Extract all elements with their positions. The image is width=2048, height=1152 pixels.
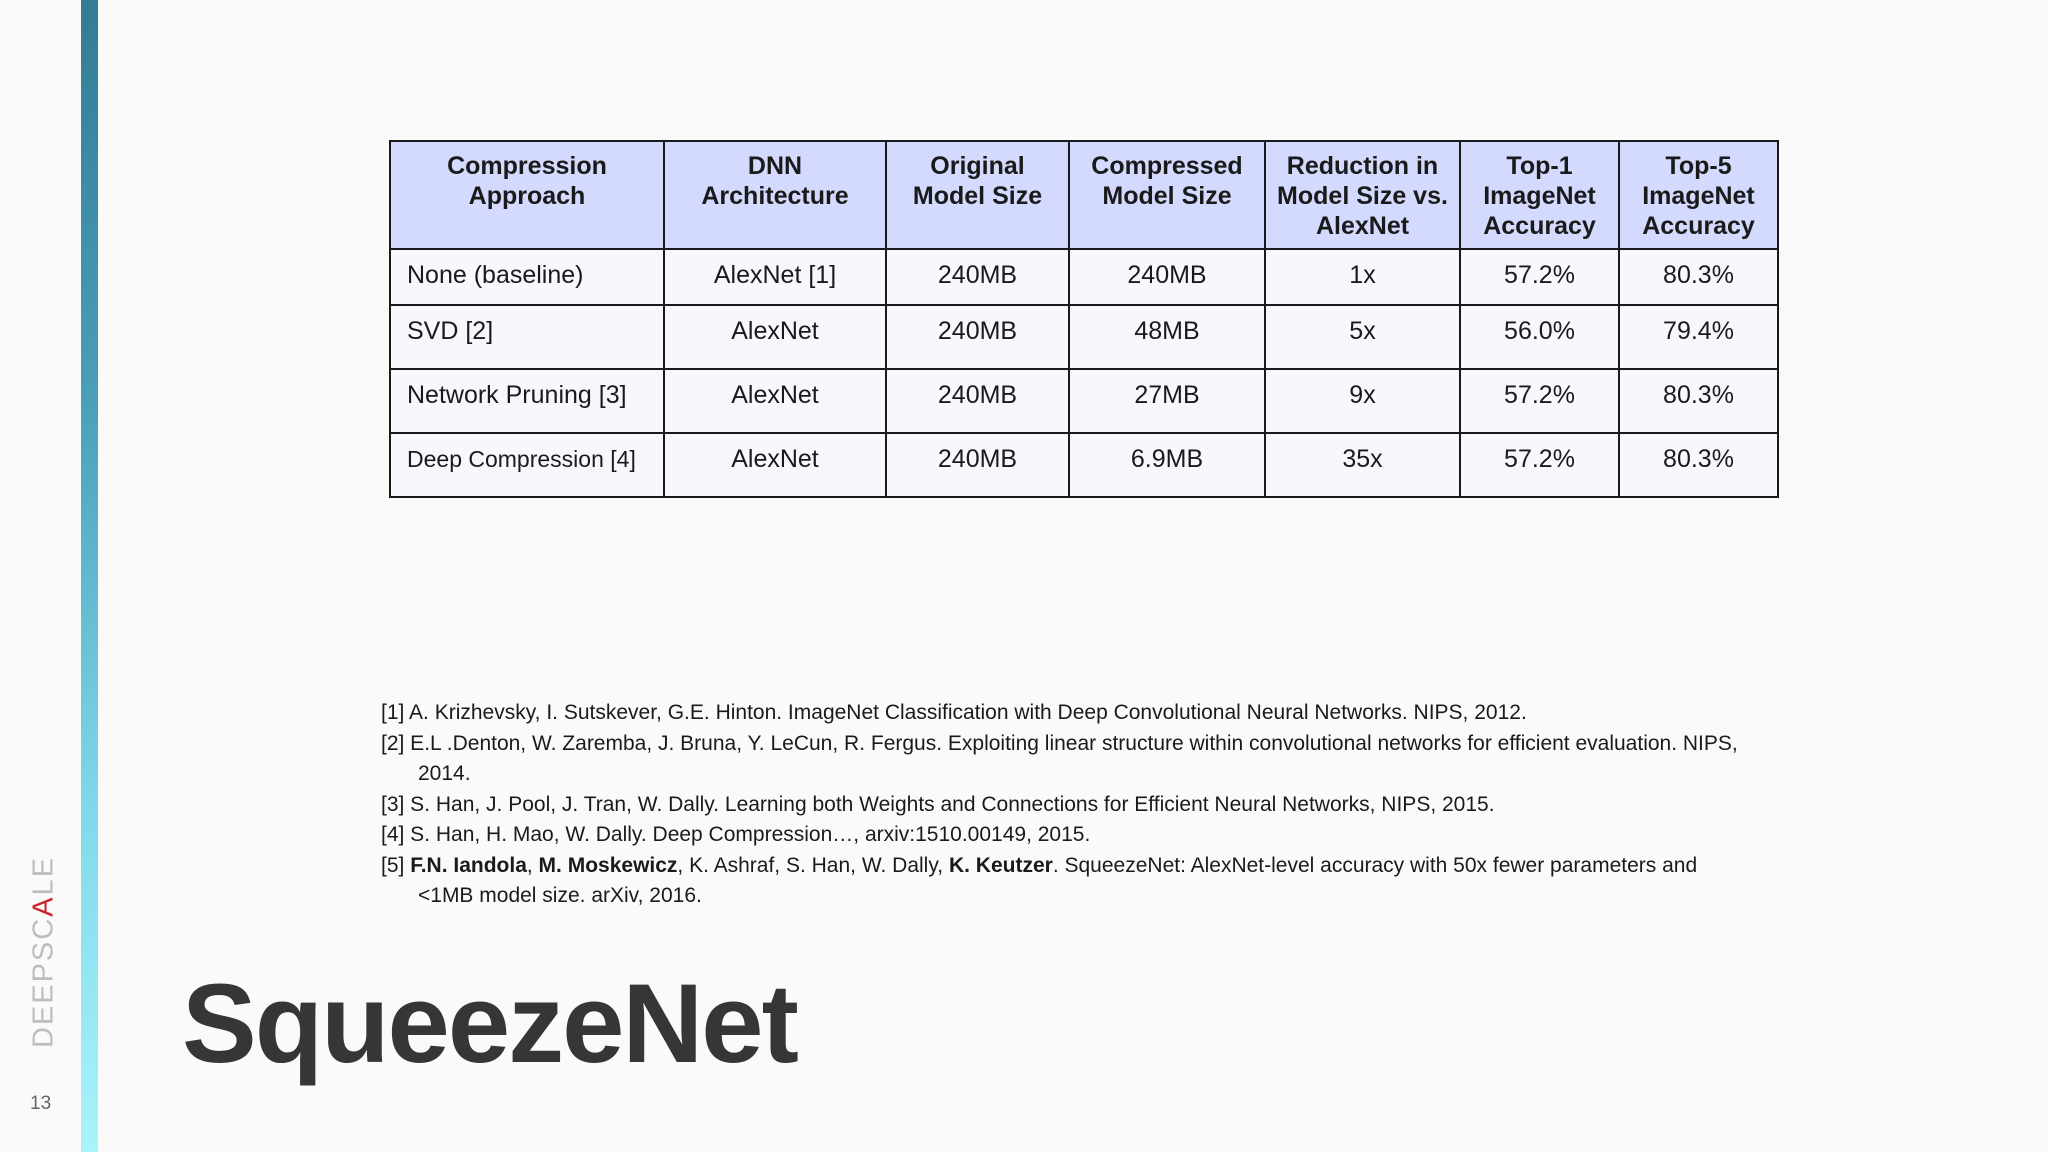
header-top5-accuracy: Top-5 ImageNet Accuracy xyxy=(1619,141,1778,249)
table-cell: 57.2% xyxy=(1460,249,1619,305)
table-cell: 5x xyxy=(1265,305,1460,369)
table-row xyxy=(390,369,1778,433)
table-cell: AlexNet xyxy=(664,369,886,433)
author-moskewicz: M. Moskewicz xyxy=(538,853,678,877)
table-cell: Network Pruning [3] xyxy=(390,369,664,433)
reference-3: [3] S. Han, J. Pool, J. Tran, W. Dally. Learning both Weights and Connections for Efficient Neural Networks, NIPS, 2015. xyxy=(381,792,1495,816)
comparison-table-container xyxy=(389,140,1779,498)
references-list xyxy=(381,698,1751,912)
reference-1: [1] A. Krizhevsky, I. Sutskever, G.E. Hinton. ImageNet Classification with Deep Convolutional Neural Networks. NIPS, 2012. xyxy=(381,701,1527,724)
table-cell: 240MB xyxy=(886,305,1069,369)
author-keutzer: K. Keutzer xyxy=(948,853,1053,877)
table-cell: SVD [2] xyxy=(390,305,664,369)
table-cell: 240MB xyxy=(1069,249,1265,305)
table-cell: 1x xyxy=(1265,249,1460,305)
reference-2: [2] E.L .Denton, W. Zaremba, J. Bruna, Y. LeCun, R. Fergus. Exploiting linear structure within convolutional networks for efficient evaluation. NIPS, 2014. xyxy=(381,731,1738,785)
table-cell: 240MB xyxy=(886,433,1069,497)
header-reduction-in-model-size: Reduction in Model Size vs. AlexNet xyxy=(1265,141,1460,249)
compression-comparison-table xyxy=(389,140,1779,498)
header-original-model-size: Original Model Size xyxy=(886,141,1069,249)
table-row xyxy=(390,249,1778,305)
table-cell: 80.3% xyxy=(1619,369,1778,433)
header-dnn-architecture: DNN Architecture xyxy=(664,141,886,249)
table-cell: 80.3% xyxy=(1619,249,1778,305)
table-cell: 6.9MB xyxy=(1069,433,1265,497)
table-cell: 57.2% xyxy=(1460,369,1619,433)
page-number: 13 xyxy=(30,1093,52,1114)
header-compression-approach: Compression Approach xyxy=(390,141,664,249)
table-cell: None (baseline) xyxy=(390,249,664,305)
header-top1-accuracy: Top-1 ImageNet Accuracy xyxy=(1460,141,1619,249)
table-cell: 48MB xyxy=(1069,305,1265,369)
table-cell: 240MB xyxy=(886,249,1069,305)
table-cell: AlexNet xyxy=(664,305,886,369)
table-cell: 240MB xyxy=(886,369,1069,433)
table-cell: Deep Compression [4] xyxy=(390,433,664,497)
accent-sidebar xyxy=(81,0,98,1152)
table-cell: 56.0% xyxy=(1460,305,1619,369)
table-cell: 9x xyxy=(1265,369,1460,433)
table-cell: 35x xyxy=(1265,433,1460,497)
table-cell: 57.2% xyxy=(1460,433,1619,497)
reference-4: [4] S. Han, H. Mao, W. Dally. Deep Compression…, arxiv:1510.00149, 2015. xyxy=(381,823,1091,846)
slide-title: SqueezeNet xyxy=(182,961,797,1086)
author-iandola: F.N. Iandola xyxy=(410,853,527,877)
table-cell: AlexNet xyxy=(664,433,886,497)
reference-5: [5] F.N. Iandola, M. Moskewicz, K. Ashraf, S. Han, W. Dally, K. Keutzer. SqueezeNet: AlexNet-level accuracy with 50x fewer parameters and <1MB model size. arXiv, 2016. xyxy=(381,853,1698,907)
table-row xyxy=(390,433,1778,497)
header-compressed-model-size: Compressed Model Size xyxy=(1069,141,1265,249)
table-cell: 27MB xyxy=(1069,369,1265,433)
deepscale-logo: DEEPSCALE xyxy=(27,855,60,1049)
table-header-row xyxy=(390,141,1778,249)
table-row xyxy=(390,305,1778,369)
table-cell: AlexNet [1] xyxy=(664,249,886,305)
table-cell: 80.3% xyxy=(1619,433,1778,497)
table-cell: 79.4% xyxy=(1619,305,1778,369)
